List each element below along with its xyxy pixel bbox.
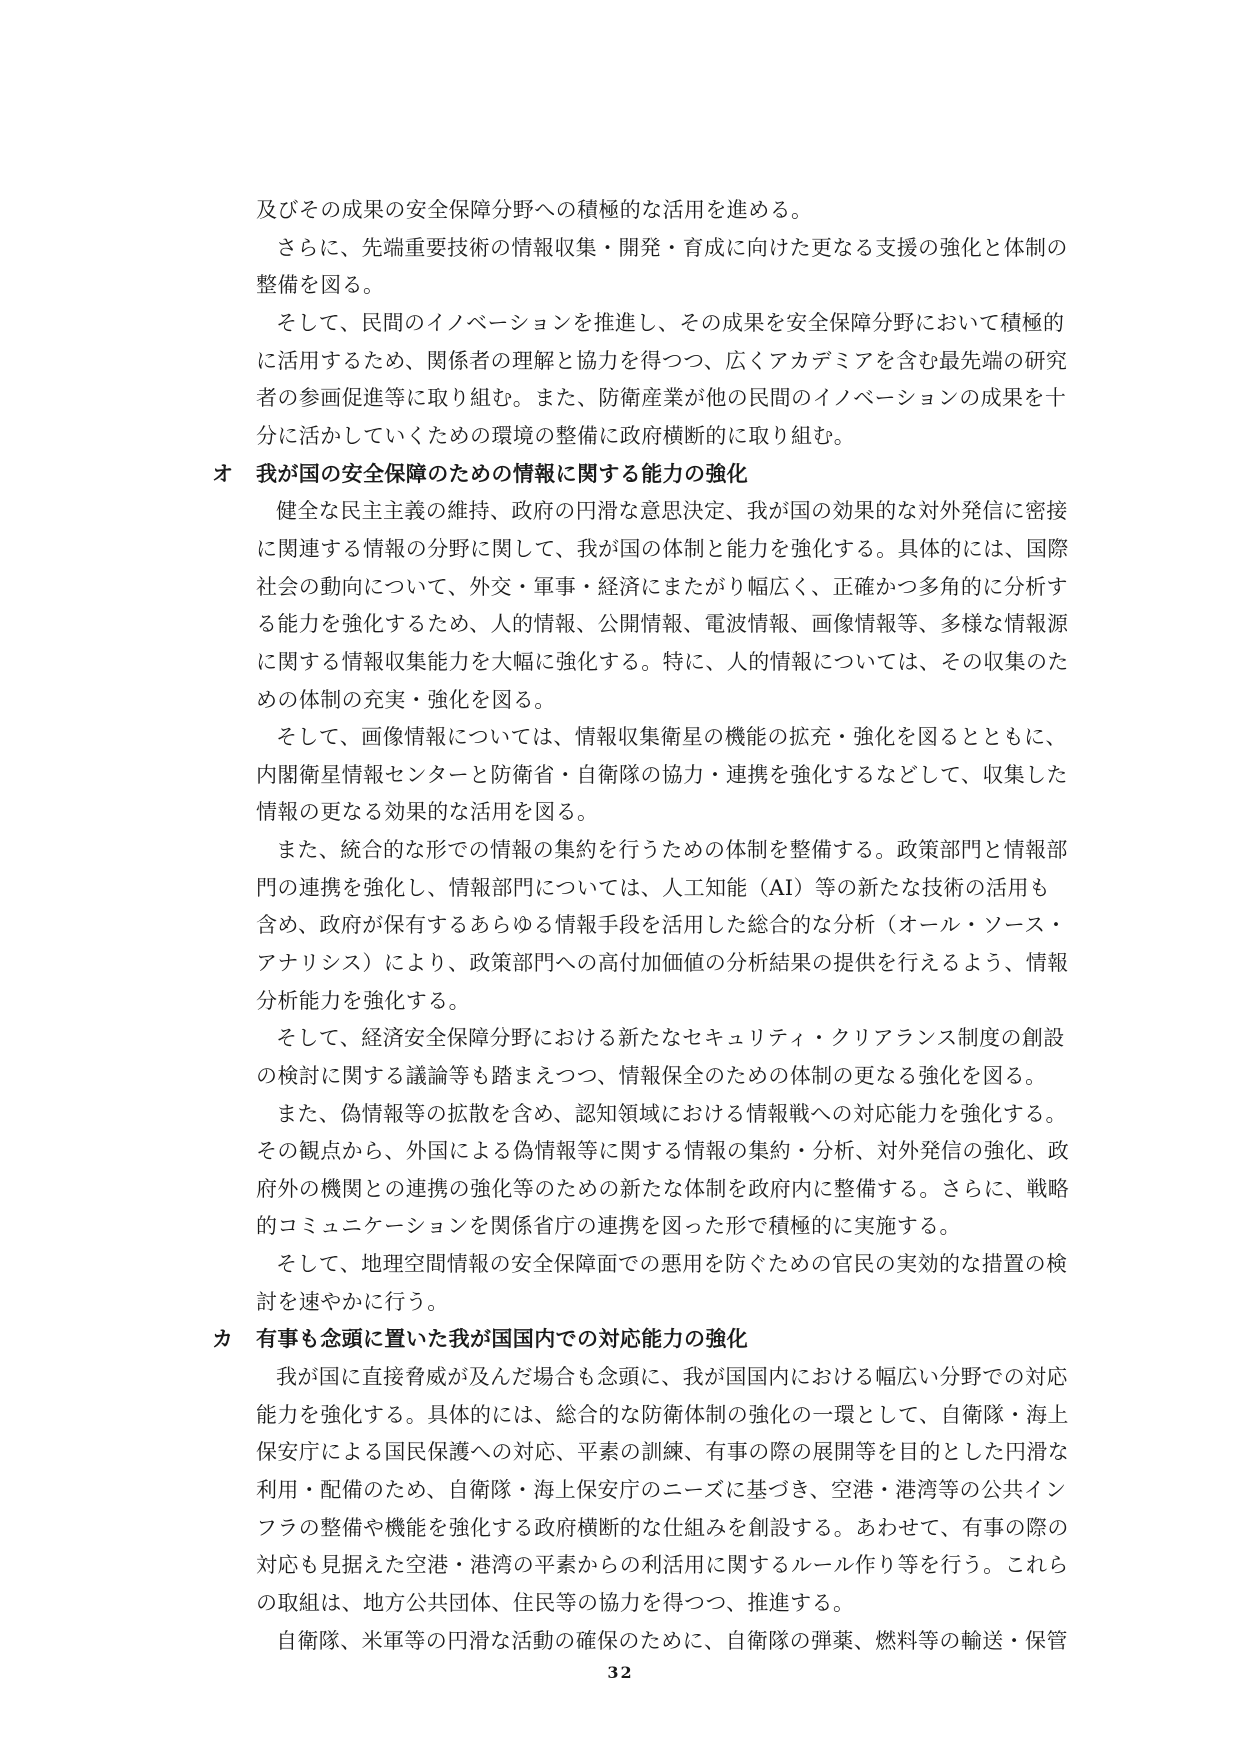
paragraph-start: さらに、先端重要技術の情報収集・開発・育成に向けた更なる支援の強化と体制の — [276, 236, 1068, 260]
paragraph-start: そして、画像情報については、情報収集衛星の機能の拡充・強化を図るとともに、 — [276, 725, 1067, 749]
text-line: アナリシス）により、政策部門への高付加価値の分析結果の提供を行えるよう、情報 — [256, 951, 1069, 975]
section-heading-o — [212, 459, 1076, 489]
section-title: 有事も念頭に置いた我が国国内での対応能力の強化 — [256, 1326, 749, 1351]
paragraph-start: 我が国に直接脅威が及んだ場合も念頭に、我が国国内における幅広い分野での対応 — [276, 1365, 1068, 1389]
text-line: に活用するため、関係者の理解と協力を得つつ、広くアカデミアを含む最先端の研究 — [256, 349, 1068, 373]
text-line: 内閣衛星情報センターと防衛省・自衛隊の協力・連携を強化するなどして、収集した — [256, 763, 1068, 787]
text-line: 討を速やかに行う。 — [256, 1290, 449, 1314]
paragraph-start: 自衛隊、米軍等の円滑な活動の確保のために、自衛隊の弾薬、燃料等の輸送・保管 — [276, 1629, 1068, 1653]
paragraph-start: そして、経済安全保障分野における新たなセキュリティ・クリアランス制度の創設 — [276, 1026, 1065, 1050]
text-line: めの体制の充実・強化を図る。 — [256, 688, 556, 712]
paragraph-start: そして、地理空間情報の安全保障面での悪用を防ぐための官民の実効的な措置の検 — [276, 1252, 1068, 1276]
text-line: 保安庁による国民保護への対応、平素の訓練、有事の際の展開等を目的とした円滑な — [256, 1440, 1070, 1464]
text-line: 情報の更なる効果的な活用を図る。 — [256, 800, 599, 824]
text-line: 能力を強化する。具体的には、総合的な防衛体制の強化の一環として、自衛隊・海上 — [256, 1403, 1069, 1427]
text-line: 対応も見据えた空港・港湾の平素からの利活用に関するルール作り等を行う。これら — [256, 1553, 1069, 1577]
text-line: に関する情報収集能力を大幅に強化する。特に、人的情報については、その収集のた — [256, 650, 1069, 674]
paragraph-start: また、偽情報等の拡散を含め、認知領域における情報戦への対応能力を強化する。 — [276, 1102, 1067, 1126]
text-line: 分に活かしていくための環境の整備に政府横断的に取り組む。 — [256, 424, 856, 448]
text-line: 門の連携を強化し、情報部門については、人工知能（AI）等の新たな技術の活用も — [256, 876, 1051, 900]
page-number: 32 — [607, 1663, 634, 1682]
section-heading-ka — [212, 1324, 1076, 1354]
section-marker: オ — [212, 461, 234, 486]
text-line: 府外の機関との連携の強化等のための新たな体制を政府内に整備する。さらに、戦略 — [256, 1177, 1070, 1201]
paragraph-start: 健全な民主主義の維持、政府の円滑な意思決定、我が国の効果的な対外発信に密接 — [276, 499, 1068, 523]
text-line: に関連する情報の分野に関して、我が国の体制と能力を強化する。具体的には、国際 — [256, 537, 1069, 561]
section-marker: カ — [212, 1326, 234, 1351]
text-line: 整備を図る。 — [256, 273, 385, 297]
text-line: 及びその成果の安全保障分野への積極的な活用を進める。 — [256, 198, 813, 222]
text-line: 分析能力を強化する。 — [256, 989, 470, 1013]
text-line: 利用・配備のため、自衛隊・海上保安庁のニーズに基づき、空港・港湾等の公共イン — [256, 1478, 1067, 1502]
text-line: その観点から、外国による偽情報等に関する情報の集約・分析、対外発信の強化、政 — [256, 1139, 1070, 1163]
text-line: 者の参画促進等に取り組む。また、防衛産業が他の民間のイノベーションの成果を十 — [256, 386, 1067, 410]
text-line: 的コミュニケーションを関係省庁の連携を図った形で積極的に実施する。 — [256, 1214, 961, 1238]
section-title: 我が国の安全保障のための情報に関する能力の強化 — [256, 461, 749, 486]
text-line: 社会の動向について、外交・軍事・経済にまたがり幅広く、正確かつ多角的に分析す — [256, 575, 1068, 599]
text-line: フラの整備や機能を強化する政府横断的な仕組みを創設する。あわせて、有事の際の — [256, 1516, 1069, 1540]
text-line: 含め、政府が保有するあらゆる情報手段を活用した総合的な分析（オール・ソース・ — [256, 913, 1067, 937]
paragraph-start: また、統合的な形での情報の集約を行うための体制を整備する。政策部門と情報部 — [276, 838, 1068, 862]
paragraph-start: そして、民間のイノベーションを推進し、その成果を安全保障分野において積極的 — [276, 311, 1065, 335]
text-line: の検討に関する議論等も踏まえつつ、情報保全のための体制の更なる強化を図る。 — [256, 1064, 1047, 1088]
text-line: る能力を強化するため、人的情報、公開情報、電波情報、画像情報等、多様な情報源 — [256, 612, 1069, 636]
text-line: の取組は、地方公共団体、住民等の協力を得つつ、推進する。 — [256, 1591, 855, 1615]
